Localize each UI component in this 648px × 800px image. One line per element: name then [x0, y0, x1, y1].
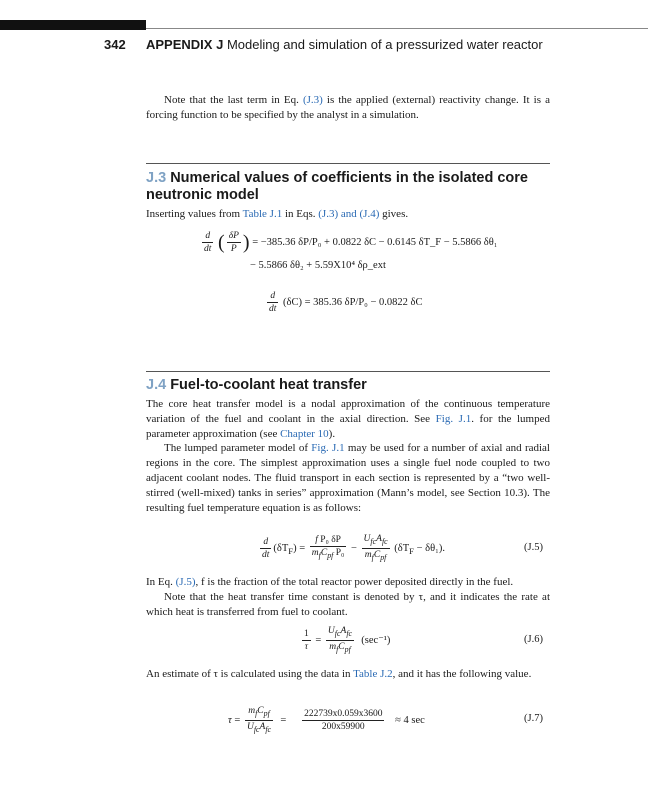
paragraph-j4-2: The lumped parameter model of Fig. J.1 may be used for a number of axial and radial regions in the core. The simplest approximation uses a single fuel node coupled to two adjacent coolant nodes. The fluid transport in each section is represented by a “two well-stirred (well-mixed) tanks in series” approximation (Mann’s model, see Section 10.3). The resulting fuel temperature equation is as follows:: [146, 442, 550, 514]
equation-power-cont: − 5.5866 δθ₂ + 5.59X10⁴ δρ_ext: [250, 260, 386, 271]
section-heading-j3: J.3 Numerical values of coefficients in the isolated core neutronic model: [146, 170, 528, 203]
table-ref-link[interactable]: Table J.1: [242, 208, 283, 220]
eq-ref-link[interactable]: (J.5): [175, 576, 196, 588]
section-rule: [146, 163, 550, 164]
paragraph-j4-4: Note that the heat transfer time constant is denoted by τ, and it indicates the rate at which heat is transferred from fuel to coolant.: [146, 591, 550, 618]
intro-note: Note that the last term in Eq. (J.3) is the applied (external) reactivity change. It is a forcing function to be specified by the analyst in a simulation.: [146, 94, 550, 121]
equation-fuel-temperature: $\frac{d}{dt}$ $(\delta T_F)$ = $\frac{\text{f P₀ δP}}{m_fC_{pf} P_0}$ − $\frac{U_{fc}A_{fc}}{m_fC_{pf}}$ $(\delta T_F - \delta\theta_1)$.: [262, 534, 445, 562]
section-rule: [146, 371, 550, 372]
header-bar: [0, 20, 146, 30]
figure-ref-link[interactable]: Fig. J.1: [311, 442, 345, 454]
equation-number: (J.7): [524, 713, 543, 724]
eq-ref-link[interactable]: (J.3): [302, 94, 323, 106]
chapter-ref-link[interactable]: Chapter 10: [280, 428, 329, 440]
equation-tau-estimate: τ = $\frac{m_fC_{pf}}{U_{fc}A_{fc}}$ = $\frac{222739x0.059x3600}{200x59900}$ ≈ 4 sec: [228, 706, 425, 734]
equation-number: (J.6): [524, 634, 543, 645]
equation-power: $\frac{d}{dt}$ ( $\frac{\delta P}{P}$ ) = −385.36 δP/P₀ + 0.0822 δC − 0.6145 δT_F − 5.5866 δθ₁: [204, 231, 498, 254]
section-heading-j4: J.4 Fuel-to-coolant heat transfer: [146, 377, 367, 393]
paragraph-j3: Inserting values from Table J.1 in Eqs. (J.3) and (J.4) gives.: [146, 208, 409, 220]
running-head: [146, 37, 543, 52]
header-rule: [146, 28, 648, 29]
equation-time-constant: $\frac{1}{\tau}$ = $\frac{U_{fc}A_{fc}}{m_fC_{pf}}$ (sec⁻¹): [304, 626, 391, 654]
running-title: Modeling and simulation of a pressurized water reactor: [226, 37, 543, 52]
paragraph-j4-5: An estimate of τ is calculated using the data in Table J.2, and it has the following value.: [146, 668, 532, 680]
figure-ref-link[interactable]: Fig. J.1: [435, 413, 472, 425]
appendix-label: APPENDIX J: [146, 37, 224, 52]
equation-number: (J.5): [524, 542, 543, 553]
eq-ref-link[interactable]: (J.3) and (J.4): [318, 208, 380, 220]
table-ref-link[interactable]: Table J.2: [353, 668, 393, 680]
paragraph-j4-3: In Eq. (J.5), f is the fraction of the total reactor power deposited directly in the fuel.: [146, 576, 514, 588]
page-number: 342: [104, 37, 126, 52]
equation-precursor: $\frac{d}{dt}$ (δC) = 385.36 δP/P₀ − 0.0822 δC: [269, 291, 423, 314]
paragraph-j4-1: The core heat transfer model is a nodal approximation of the continuous temperature variation of the fuel and coolant in the axial direction. See Fig. J.1. for the lumped parameter approximation (see Chapter 10).: [146, 398, 550, 440]
